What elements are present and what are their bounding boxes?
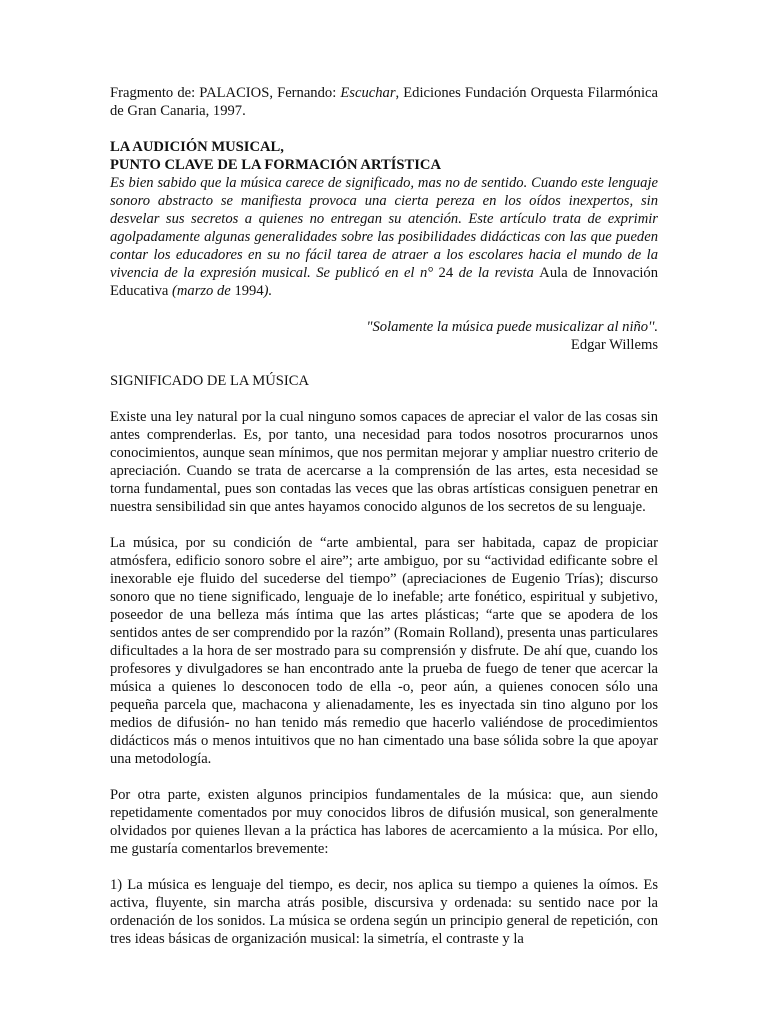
paragraph-3: Por otra parte, existen algunos principios fundamentales de la música: que, aun siendo repetidamente comentados por muy conocidos libros de difusión musical, son generalmente olvidados por quienes llevan a la práctica has labores de acercamiento a la música. Por ello, me gustaría comentarlos brevemente: — [110, 787, 658, 857]
heading-line-2: PUNTO CLAVE DE LA FORMACIÓN ARTÍSTICA — [110, 157, 442, 173]
source-prefix: Fragmento de: PALACIOS, Fernando: — [110, 85, 341, 101]
paragraph-2: La música, por su condición de “arte ambiental, para ser habitada, capaz de propiciar atmósfera, edificio sonoro sobre el aire”; arte ambiguo, por su “actividad edificante sobre el inexorable eje fluido del sucederse del tiempo” (apreciaciones de Eugenio Trías); discurso sonoro que no tiene significado, lenguaje de lo inefable; arte fonético, espiritual y subjetivo, poseedor de una belleza más íntima que las artes plásticas; “arte que se apodera de los sentidos antes de ser comprendido por la razón” (Romain Rolland), presenta unas particulares dificultades a la hora de ser mostrado para su comprensión y disfrute. De ahí que, cuando los profesores y divulgadores se han encontrado ante la prueba de fuego de tener que acercar la música a quienes lo desconocen todo de ella -o, peor aún, a quienes conocen sólo una pequeña parcela que, machacona y alienadamente, les es inyectada sin tino alguno por los medios de difusión- no han tenido más remedio que hacerlo valiéndose de procedimientos didácticos más o menos intuitivos que no han cimentado una base sólida sobre la que apoyar una metodología. — [110, 535, 658, 767]
source-citation — [110, 84, 658, 120]
date-suffix: ). — [263, 283, 273, 299]
epigraph-quote: "Solamente la música puede musicalizar al niño''. — [366, 319, 658, 335]
date-prefix: (marzo de — [168, 283, 235, 299]
abstract — [110, 174, 658, 300]
section-title: SIGNIFICADO DE LA MÚSICA — [110, 373, 310, 389]
magazine-name: Aula de Innovación Educativa — [110, 265, 659, 299]
epigraph-author: Edgar Willems — [570, 337, 658, 353]
book-title: Escuchar — [340, 85, 396, 101]
source-rest: , Ediciones Fundación Orquesta Filarmónica de Gran Canaria, 1997. — [110, 85, 658, 119]
epigraph — [110, 318, 658, 354]
abstract-text: Es bien sabido que la música carece de significado, mas no de sentido. Cuando este lenguaje sonoro abstracto se manifiesta provoca una cierta pereza en los oídos inexpertos, sin desvelar sus secretos a quienes no entregan su atención. Este artículo trata de exprimir agolpadamente algunas generalidades sobre las posibilidades didácticas con las que pueden contar los educadores en su no fácil tarea de atraer a los escolares hacia el mundo de la vivencia de la expresión musical. Se publicó en el n° — [110, 175, 658, 281]
heading-line-1: LA AUDICIÓN MUSICAL, — [110, 139, 284, 155]
in-magazine: de la revista — [453, 265, 540, 281]
document-page — [110, 84, 658, 966]
year: 1994 — [234, 283, 264, 299]
article-heading — [110, 138, 658, 174]
issue-number: 24 — [433, 265, 454, 281]
paragraph-4: 1) La música es lenguaje del tiempo, es decir, nos aplica su tiempo a quienes la oímos. Es activa, fluyente, sin marcha atrás posible, discursiva y ordenada: su sentido nace por la ordenación de los sonidos. La música se ordena según un principio general de repetición, con tres ideas básicas de organización musical: la simetría, el contraste y la — [110, 877, 658, 947]
paragraph-1: Existe una ley natural por la cual ninguno somos capaces de apreciar el valor de las cosas sin antes comprenderlas. Es, por tanto, una necesidad para todos nosotros procurarnos unos conocimientos, aunque sean mínimos, que nos permitan mejorar y ampliar nuestro criterio de apreciación. Cuando se trata de acercarse a la comprensión de las artes, esta necesidad se torna fundamental, pues son contadas las veces que las obras artísticas consiguen penetrar en nuestra sensibilidad sin que antes hayamos conocido algunos de los secretos de su lenguaje. — [110, 409, 658, 515]
